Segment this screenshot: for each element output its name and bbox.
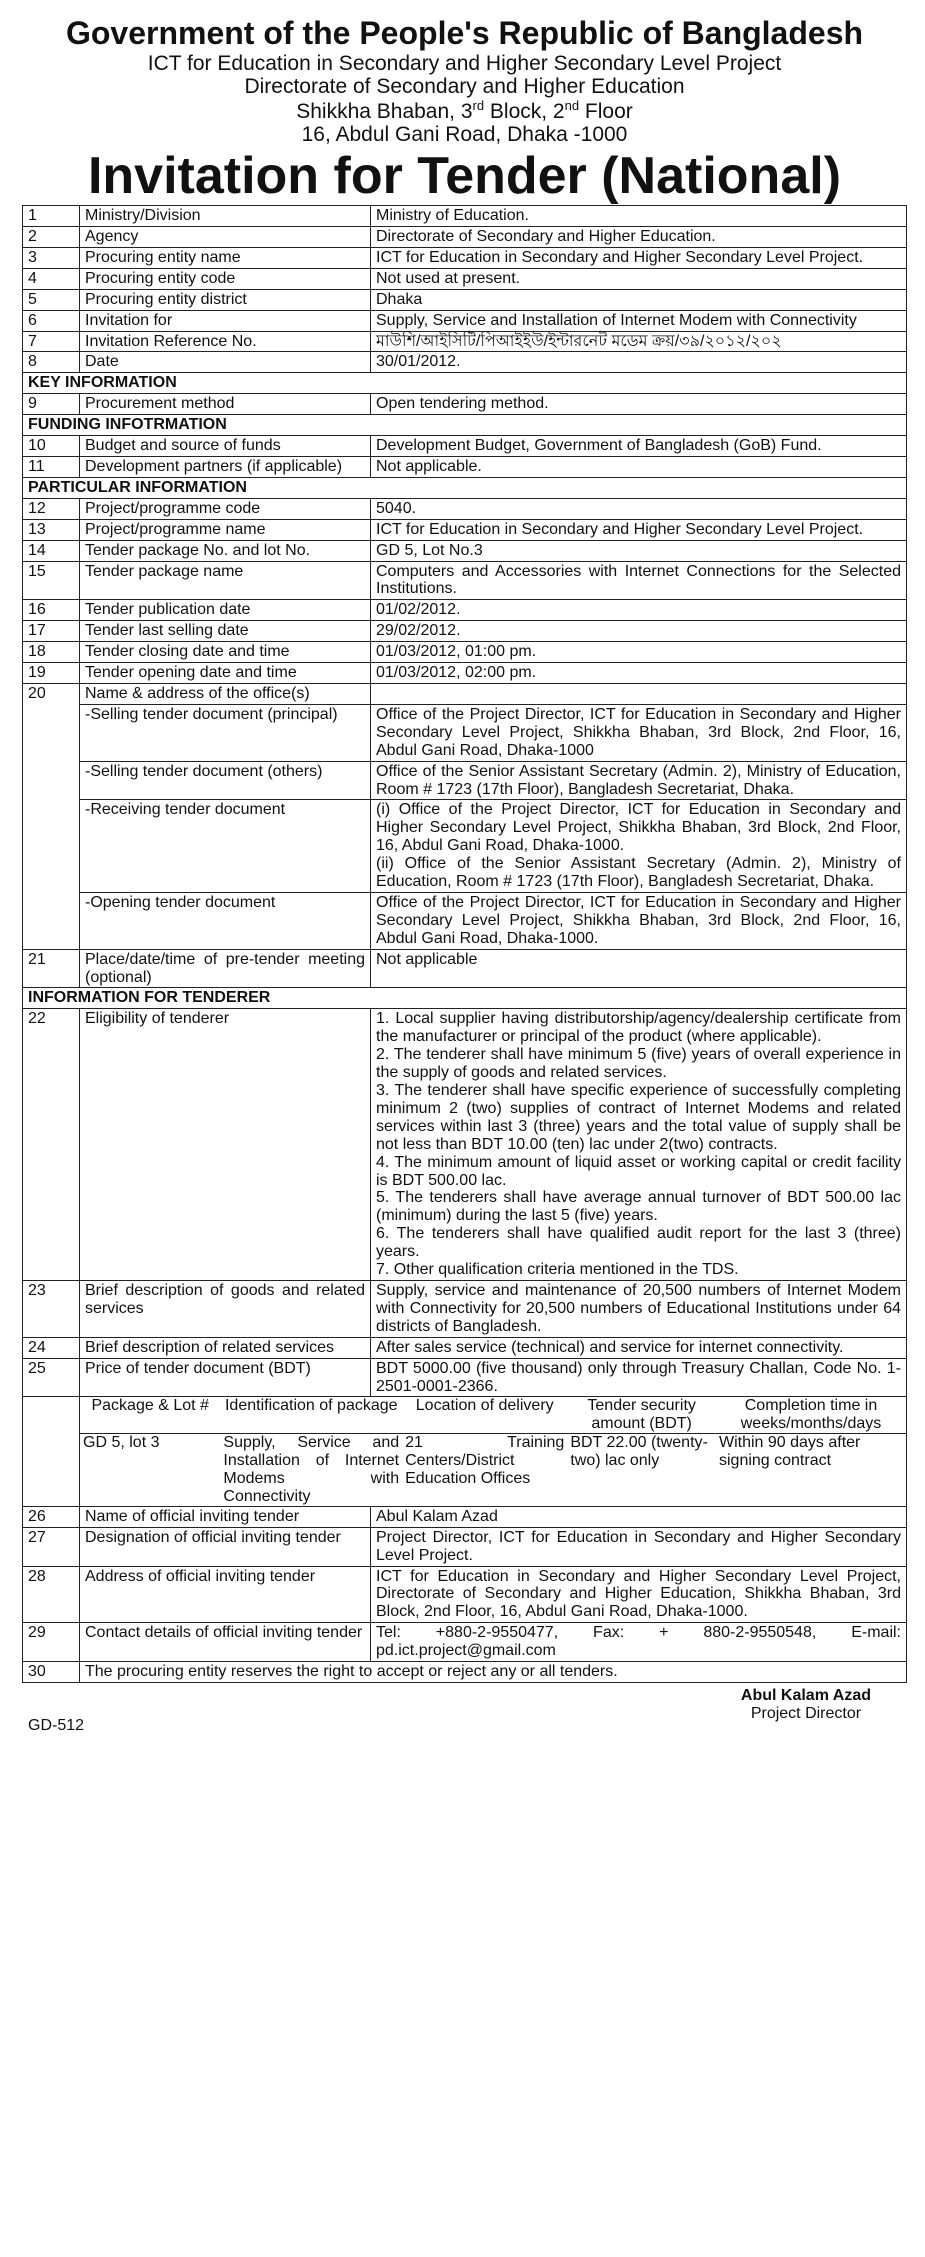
package-table: Package & Lot # Identification of package Location of delivery Tender security amount (BDT) Completion time in weeks/months/days GD 5, lot 3 Supply, Service and Installation of Internet Modems with Connectivity 21 Training Centers/District Education Offices BDT 22.00 (twenty-two) lac only Within 90 days after signing contract <box>80 1397 906 1505</box>
table-row: 25 Price of tender document (BDT) BDT 5000.00 (five thousand) only through Treasury Challan, Code No. 1-2501-0001-2366. <box>23 1358 907 1397</box>
table-row: -Selling tender document (principal) Office of the Project Director, ICT for Education in Secondary and Higher Secondary Level Project, Shikkha Bhaban, 3rd Block, 2nd Floor, 16, Abdul Gani Road, Dhaka-1000 <box>23 704 907 761</box>
section-heading: FUNDING INFOTRMATION <box>23 415 907 436</box>
table-row: 26 Name of official inviting tender Abul Kalam Azad <box>23 1506 907 1527</box>
table-row: 18 Tender closing date and time 01/03/2012, 01:00 pm. <box>23 642 907 663</box>
tender-table <box>22 205 907 1683</box>
table-row: 8 Date 30/01/2012. <box>23 352 907 373</box>
table-row: -Opening tender document Office of the Project Director, ICT for Education in Secondary and Higher Secondary Level Project, Shikkha Bhaban, 3rd Block, 2nd Floor, 16, Abdul Gani Road, Dhaka-1000. <box>23 892 907 949</box>
directorate-line: Directorate of Secondary and Higher Education <box>244 75 685 99</box>
table-row: -Selling tender document (others) Office of the Senior Assistant Secretary (Admin. 2), Ministry of Education, Room # 1723 (17th Floor), Bangladesh Secretariat, Dhaka. <box>23 761 907 800</box>
section-heading: INFORMATION FOR TENDERER <box>23 988 907 1009</box>
table-row: 12 Project/programme code 5040. <box>23 498 907 519</box>
table-row: 1 Ministry/Division Ministry of Education. <box>23 206 907 227</box>
table-row: 22 Eligibility of tenderer 1. Local supplier having distributorship/agency/dealership certificate from the manufacturer or principal of the product (where applicable). 2. The tenderer shall have minimum 5 (five) years of overall experience in the supply of goods and related services. 3. The tenderer shall have specific experience of successfully completing minimum 2 (two) supplies of contract of Internet Modems and related services within last 3 (three) years and the total value of supply shall be not less than BDT 10.00 (ten) lac under 2(two) contracts. 4. The minimum amount of liquid asset or working capital or credit facility is BDT 500.00 lac. 5. The tenderers shall have average annual turnover of BDT 500.00 lac (minimum) during the last 5 (five) years. 6. The tenderers shall have qualified audit report for the last 3 (three) years. 7. Other qualification criteria mentioned in the TDS. <box>23 1009 907 1281</box>
table-row: 20 Name & address of the office(s) <box>23 683 907 704</box>
table-row: 9 Procurement method Open tendering method. <box>23 394 907 415</box>
building-line: Shikkha Bhaban, 3rd Block, 2nd Floor <box>296 97 633 123</box>
table-row: 15 Tender package name Computers and Accessories with Internet Connections for the Selected Institutions. <box>23 561 907 600</box>
table-row: -Receiving tender document (i) Office of the Project Director, ICT for Education in Secondary and Higher Secondary Level Project, Shikkha Bhaban, 3rd Block, 2nd Floor, 16, Abdul Gani Road, Dhaka-1000. (ii) Office of the Senior Assistant Secretary (Admin. 2), Ministry of Education, Room # 1723 (17th Floor), Bangladesh Secretariat, Dhaka. <box>23 800 907 893</box>
table-row: 28 Address of official inviting tender ICT for Education in Secondary and Higher Secondary Level Project, Directorate of Secondary and Higher Education, Shikkha Bhaban, 3rd Block, 2nd Floor, 16, Abdul Gani Road, Dhaka-1000. <box>23 1566 907 1623</box>
street-line: 16, Abdul Gani Road, Dhaka -1000 <box>301 123 628 147</box>
table-row: 13 Project/programme name ICT for Education in Secondary and Higher Secondary Level Project. <box>23 519 907 540</box>
signer-title: Project Director <box>750 1705 862 1723</box>
table-row: 17 Tender last selling date 29/02/2012. <box>23 621 907 642</box>
table-row: 5 Procuring entity district Dhaka <box>23 289 907 310</box>
table-row: 24 Brief description of related services After sales service (technical) and service for internet connectivity. <box>23 1337 907 1358</box>
notice-header <box>22 16 907 205</box>
notice-footer <box>22 1683 907 1743</box>
table-row: 10 Budget and source of funds Development Budget, Government of Bangladesh (GoB) Fund. <box>23 436 907 457</box>
table-row: 4 Procuring entity code Not used at present. <box>23 268 907 289</box>
page-title: Invitation for Tender (National) <box>87 146 842 205</box>
table-row: 27 Designation of official inviting tender Project Director, ICT for Education in Secondary and Higher Secondary Level Project. <box>23 1527 907 1566</box>
section-heading: KEY INFORMATION <box>23 373 907 394</box>
section-heading: PARTICULAR INFORMATION <box>23 477 907 498</box>
table-row: 3 Procuring entity name ICT for Education in Secondary and Higher Secondary Level Project. <box>23 247 907 268</box>
table-row: 6 Invitation for Supply, Service and Installation of Internet Modem with Connectivity <box>23 310 907 331</box>
table-row: 30 The procuring entity reserves the right to accept or reject any or all tenders. <box>23 1662 907 1683</box>
table-row: 29 Contact details of official inviting tender Tel: +880-2-9550477, Fax: + 880-2-9550548, E-mail: pd.ict.project@gmail.com <box>23 1623 907 1662</box>
table-row: 7 Invitation Reference No. মাউশি/আইসিটি/পিআইইউ/ইন্টারনেট মডেম ক্রয়/৩৯/২০১২/২০২ <box>23 331 907 352</box>
table-row: 14 Tender package No. and lot No. GD 5, Lot No.3 <box>23 540 907 561</box>
government-title: Government of the People's Republic of Bangladesh <box>65 15 864 51</box>
table-row: 2 Agency Directorate of Secondary and Higher Education. <box>23 227 907 248</box>
table-row: 19 Tender opening date and time 01/03/2012, 02:00 pm. <box>23 663 907 684</box>
notice-code: GD-512 <box>28 1717 85 1734</box>
table-row: 11 Development partners (if applicable) Not applicable. <box>23 457 907 478</box>
table-row: 23 Brief description of goods and related services Supply, service and maintenance of 20,500 numbers of Internet Modem with Connectivity for 20,500 numbers of Educational Institutions under 64 districts of Bangladesh. <box>23 1280 907 1337</box>
table-row: 21 Place/date/time of pre-tender meeting (optional) Not applicable <box>23 949 907 988</box>
signer-name: Abul Kalam Azad <box>740 1687 871 1704</box>
signature-block <box>741 1687 871 1724</box>
project-line: ICT for Education in Secondary and Higher Secondary Level Project <box>147 51 782 75</box>
package-row <box>23 1397 907 1506</box>
table-row: 16 Tender publication date 01/02/2012. <box>23 600 907 621</box>
